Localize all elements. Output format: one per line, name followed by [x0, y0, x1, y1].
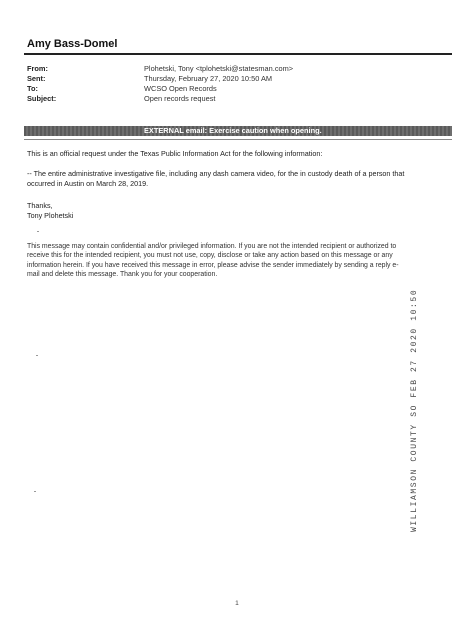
sent-value: Thursday, February 27, 2020 10:50 AM: [144, 74, 273, 83]
header-divider: [24, 53, 452, 55]
external-warning-banner: [24, 126, 452, 136]
received-date-stamp: WILLIAMSON COUNTY SO FEB 27 2020 10:50: [410, 288, 419, 532]
request-intro: This is an official request under the Texas Public Information Act for the following information:: [27, 149, 323, 158]
sent-label: Sent:: [27, 74, 46, 83]
disclaimer-line-3: information herein. If you have received this message in error, please advise the sender immediately by sending a reply e-: [27, 261, 399, 269]
scan-speck: [34, 491, 36, 492]
external-warning-text: EXTERNAL email: Exercise caution when opening.: [144, 126, 322, 135]
request-line-1: -- The entire administrative investigative file, including any dash camera video, for the in custody death of a person that: [27, 169, 405, 178]
disclaimer-line-2: receive this for the intended recipient, you must not use, copy, disclose or take any action based on this message or any: [27, 252, 393, 260]
request-line-2: occurred in Austin on March 28, 2019.: [27, 179, 149, 188]
page-number: 1: [235, 600, 239, 607]
subject-label: Subject:: [27, 94, 57, 103]
scan-speck: [36, 355, 38, 356]
from-label: From:: [27, 64, 48, 73]
closing: Thanks,: [27, 201, 53, 210]
to-label: To:: [27, 84, 38, 93]
mailbox-owner-name: Amy Bass-Domel: [27, 38, 118, 50]
signature: Tony Plohetski: [27, 211, 74, 220]
banner-divider: [24, 139, 452, 140]
scan-speck: [37, 231, 39, 232]
disclaimer-line-4: mail and delete this message. Thank you for your cooperation.: [27, 271, 218, 279]
subject-value: Open records request: [144, 94, 216, 103]
confidentiality-disclaimer: [27, 242, 445, 280]
from-value: Plohetski, Tony <tplohetski@statesman.com>: [144, 64, 294, 73]
to-value: WCSO Open Records: [144, 84, 217, 93]
disclaimer-line-1: This message may contain confidential and/or privileged information. If you are not the intended recipient or authorized to: [27, 243, 397, 250]
